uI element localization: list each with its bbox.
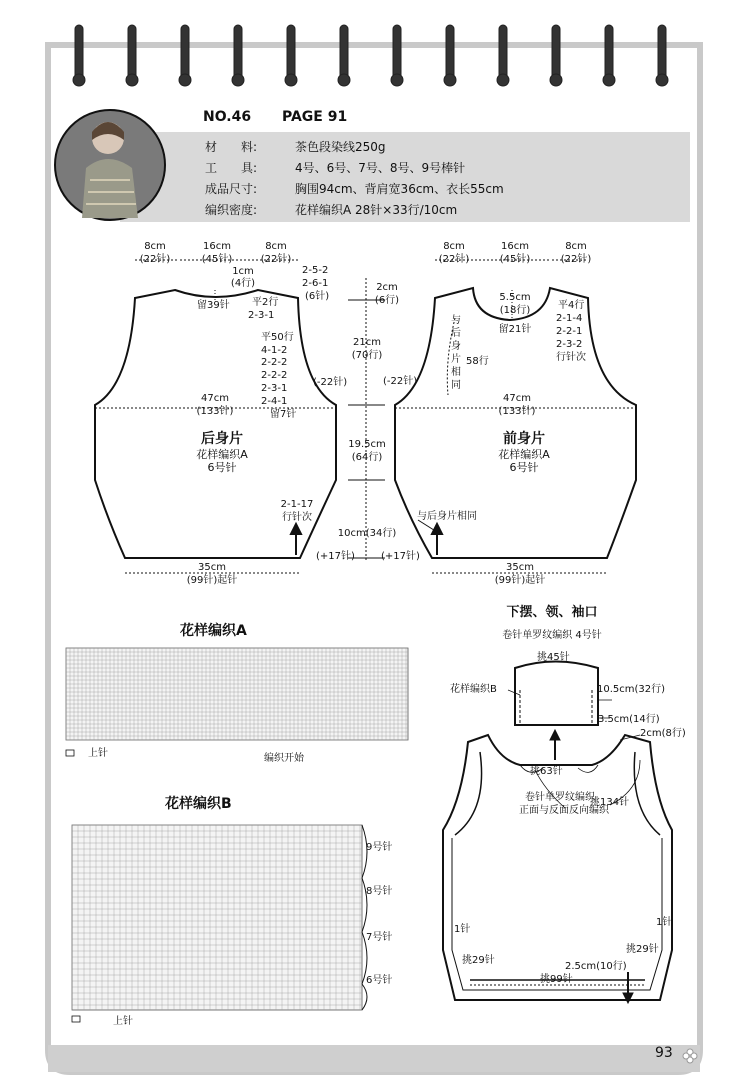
- back-neck-dec-3: (6针): [305, 291, 330, 302]
- pattern-b-needle-8: 8号针: [366, 886, 393, 897]
- front-neck-dec-2: 2-1-4: [556, 313, 583, 324]
- finishing-subtitle: 卷针单罗纹编织 4号针: [502, 630, 602, 641]
- armhole-rows: (70行): [351, 350, 383, 361]
- back-arm-dec-7: 留7针: [270, 409, 297, 420]
- body-height: 19.5cm: [348, 439, 386, 450]
- gauge-label: 编织密度:: [205, 203, 258, 217]
- front-same-4: 片: [451, 354, 461, 365]
- pattern-b-needle-9: 9号针: [366, 842, 393, 853]
- front-title: 前身片: [503, 431, 545, 447]
- back-arm-dec-5: 2-3-1: [261, 383, 288, 394]
- shoulder-rows: (6行): [374, 295, 400, 306]
- front-top-right-width: 8cm: [565, 241, 587, 252]
- front-same-1: 与: [451, 315, 461, 326]
- front-top-left-st: (22针): [438, 254, 470, 265]
- back-arm-dec-2: 4-1-2: [261, 345, 288, 356]
- front-rows-58: 58行: [466, 356, 489, 367]
- hem-pick-right: 挑29针: [626, 944, 659, 955]
- pattern-a-chart: [66, 648, 408, 756]
- collar-base: 3.5cm(14行): [598, 714, 660, 725]
- back-neck-dec-2: 2-6-1: [302, 278, 329, 289]
- front-top-left-width: 8cm: [443, 241, 465, 252]
- back-pattern: 花样编织A: [196, 448, 248, 461]
- front-neck-dec-5: 行针次: [556, 352, 586, 363]
- hem-pick-mid: 挑99针: [540, 974, 573, 985]
- front-same-5: 相: [451, 367, 461, 378]
- page-number: 93: [655, 1045, 673, 1061]
- front-width-st: (133针): [498, 406, 536, 417]
- front-top-mid-st: (45针): [499, 254, 531, 265]
- size-value: 胸围94cm、背肩宽36cm、衣长55cm: [295, 182, 504, 196]
- pattern-b-legend: 上针: [113, 1016, 133, 1027]
- front-neck-dec-1: 平4行: [558, 300, 585, 311]
- front-arm-total: (-22针): [383, 376, 418, 387]
- back-neck-flat-2: 2-3-1: [248, 310, 275, 321]
- hem-height: 10cm(34行): [337, 528, 397, 539]
- back-bottom-st: (99针)起针: [186, 575, 238, 586]
- front-same-2: 后: [451, 328, 461, 339]
- tools-value: 4号、6号、7号、8号、9号棒针: [295, 161, 466, 175]
- materials-value: 茶色段染线250g: [295, 140, 386, 154]
- tools-label: 工 具:: [205, 161, 258, 175]
- front-neck-depth: 5.5cm: [499, 292, 531, 303]
- materials-label: 材 料:: [205, 140, 258, 154]
- rib-note-2: 正面与反面反向编织: [519, 805, 609, 816]
- back-inc-total: (+17针): [316, 551, 355, 562]
- back-needle: 6号针: [207, 461, 237, 474]
- back-bottom-width: 35cm: [198, 562, 226, 573]
- back-neck-flat-1: 平2行: [252, 297, 279, 308]
- front-same-as-back: 与后身片相同: [417, 511, 477, 522]
- front-bottom-st: (99针)起针: [494, 575, 546, 586]
- back-top-right-width: 8cm: [265, 241, 287, 252]
- rib-note-1: 卷针单罗纹编织: [525, 792, 595, 803]
- back-arm-dec-6: 2-4-1: [261, 396, 288, 407]
- shoulder-height: 2cm: [376, 282, 398, 293]
- arm-pick: 挑134针: [590, 797, 630, 808]
- back-neck-bind: 留39针: [197, 300, 230, 311]
- front-same-3: 身: [451, 341, 461, 352]
- front-top-mid-width: 16cm: [501, 241, 529, 252]
- back-neck-dec-1: 2-5-2: [302, 265, 329, 276]
- back-width: 47cm: [201, 393, 229, 404]
- body-rows: (64行): [351, 452, 383, 463]
- back-arm-dec-1: 平50行: [261, 332, 294, 343]
- pattern-b-needle-6: 6号针: [366, 975, 393, 986]
- back-inc-rule-2: 行针次: [282, 512, 312, 523]
- hem-height: 2.5cm(10行): [565, 961, 627, 972]
- pattern-number: NO.46: [203, 109, 252, 125]
- binder-rings: [73, 25, 668, 86]
- front-inc-total: (+17针): [381, 551, 420, 562]
- back-arm-dec-4: 2-2-2: [261, 370, 288, 381]
- collar-pick: 挑45针: [537, 652, 570, 663]
- gauge-value: 花样编织A 28针×33行/10cm: [295, 203, 458, 217]
- armhole-height: 21cm: [353, 337, 381, 348]
- back-arm-dec-3: 2-2-2: [261, 357, 288, 368]
- back-title: 后身片: [201, 431, 243, 447]
- front-neck-dec-4: 2-3-2: [556, 339, 583, 350]
- front-neck-depth-rows: (18行): [499, 305, 531, 316]
- back-top-mid-width: 16cm: [203, 241, 231, 252]
- back-top-mid-st: (45针): [201, 254, 233, 265]
- pattern-a-start: 编织开始: [264, 753, 304, 764]
- front-neck-bind: 留21针: [498, 324, 532, 335]
- hem-pick-left: 挑29针: [462, 955, 495, 966]
- front-needle: 6号针: [509, 461, 539, 474]
- band-height: 2cm(8行): [640, 728, 686, 739]
- size-label: 成品尺寸:: [205, 182, 258, 196]
- pattern-a-title: 花样编织A: [180, 623, 247, 639]
- front-neck-dec-3: 2-2-1: [556, 326, 583, 337]
- pattern-b-title: 花样编织B: [165, 796, 232, 812]
- front-same-6: 同: [451, 380, 461, 391]
- back-neck-depth-rows: (4行): [230, 278, 256, 289]
- back-neck-depth: 1cm: [232, 266, 254, 277]
- page-ref: PAGE 91: [282, 109, 348, 125]
- front-pattern: 花样编织A: [498, 448, 550, 461]
- back-top-left-st: (22针): [139, 254, 171, 265]
- side-right: 1针: [656, 917, 673, 928]
- pattern-a-legend: 上针: [88, 748, 108, 759]
- front-bottom-width: 35cm: [506, 562, 534, 573]
- side-left: 1针: [454, 924, 471, 935]
- finishing-title: 下摆、领、袖口: [506, 605, 598, 620]
- collar-height: 10.5cm(32行): [597, 684, 666, 695]
- neck-pick: 挑63针: [530, 766, 563, 777]
- collar-pattern: 花样编织B: [450, 684, 497, 695]
- front-width: 47cm: [503, 393, 531, 404]
- back-inc-rule-1: 2-1-17: [280, 499, 314, 510]
- pattern-b-chart: [72, 825, 367, 1022]
- back-top-right-st: (22针): [260, 254, 292, 265]
- back-width-st: (133针): [196, 406, 234, 417]
- back-top-left-width: 8cm: [144, 241, 166, 252]
- back-arm-total: (-22针): [313, 377, 348, 388]
- pattern-b-needle-7: 7号针: [366, 932, 393, 943]
- front-top-right-st: (22针): [560, 254, 592, 265]
